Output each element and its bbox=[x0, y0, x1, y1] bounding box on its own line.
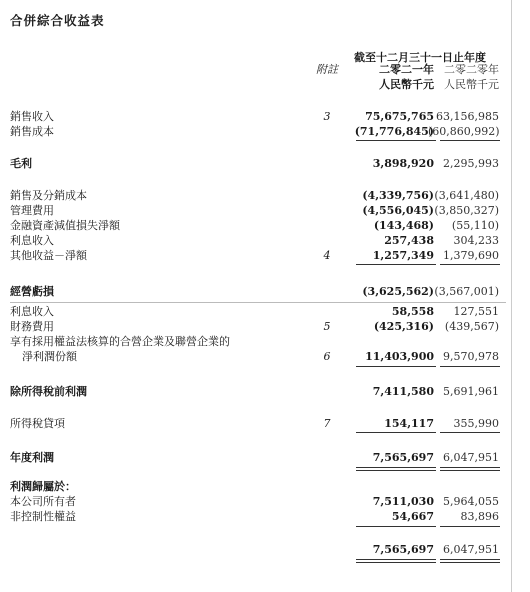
row-prior-value: 304,233 bbox=[453, 234, 499, 247]
current-year-header: 二零二一年 bbox=[379, 63, 434, 76]
current-unit-header: 人民幣千元 bbox=[379, 78, 434, 91]
row-note: 6 bbox=[323, 350, 331, 363]
subtotal-rule bbox=[356, 140, 436, 141]
row-label: 非控制性權益 bbox=[10, 510, 76, 523]
row-prior-value: 63,156,985 bbox=[436, 110, 499, 123]
row-current-value: (4,339,756) bbox=[362, 189, 434, 202]
page-edge-line bbox=[511, 0, 512, 592]
row-label: 經營虧損 bbox=[10, 285, 54, 298]
table-row bbox=[0, 451, 530, 465]
table-row bbox=[0, 234, 530, 248]
row-label: 享有採用權益法核算的合營企業及聯營企業的 bbox=[10, 335, 230, 348]
subtotal-rule bbox=[440, 366, 500, 367]
table-row bbox=[0, 219, 530, 233]
table-row bbox=[0, 320, 530, 334]
row-label: 利息收入 bbox=[10, 234, 54, 247]
table-row bbox=[0, 495, 530, 509]
row-label: 利息收入 bbox=[10, 305, 54, 318]
table-row bbox=[0, 125, 530, 139]
row-current-value: 1,257,349 bbox=[372, 249, 434, 262]
row-prior-value: 355,990 bbox=[453, 417, 499, 430]
table-row bbox=[0, 110, 530, 124]
table-row bbox=[0, 335, 530, 349]
row-prior-value: 9,570,978 bbox=[443, 350, 499, 363]
row-prior-value: 6,047,951 bbox=[443, 451, 499, 464]
row-note: 7 bbox=[323, 417, 331, 430]
row-current-value: 7,411,580 bbox=[372, 385, 434, 398]
row-label: 金融資產減值損失淨額 bbox=[10, 219, 120, 232]
subtotal-rule bbox=[356, 432, 436, 433]
subtotal-rule bbox=[440, 526, 500, 527]
row-label: 所得稅貸項 bbox=[10, 417, 65, 430]
row-current-value: (3,625,562) bbox=[362, 285, 434, 298]
row-label: 銷售成本 bbox=[10, 125, 54, 138]
row-current-value: 257,438 bbox=[384, 234, 434, 247]
row-current-value: 75,675,765 bbox=[365, 110, 434, 123]
row-prior-value: (439,567) bbox=[444, 320, 499, 333]
row-label: 淨利潤份額 bbox=[22, 350, 77, 363]
row-prior-value: 6,047,951 bbox=[443, 543, 499, 556]
table-row bbox=[0, 417, 530, 431]
row-current-value: (425,316) bbox=[373, 320, 434, 333]
table-row bbox=[0, 249, 530, 263]
row-note: 4 bbox=[323, 249, 331, 262]
note-column-header: 附註 bbox=[316, 63, 338, 76]
table-row bbox=[0, 305, 530, 319]
row-prior-value: (3,850,327) bbox=[434, 204, 499, 217]
prior-unit-header: 人民幣千元 bbox=[444, 78, 499, 91]
table-row bbox=[0, 480, 530, 494]
total-double-rule bbox=[440, 562, 500, 563]
subtotal-rule bbox=[440, 140, 500, 141]
row-label: 除所得稅前利潤 bbox=[10, 385, 87, 398]
table-row bbox=[0, 510, 530, 524]
row-prior-value: 127,551 bbox=[453, 305, 499, 318]
table-row bbox=[0, 189, 530, 203]
table-row bbox=[0, 204, 530, 218]
row-current-value: (4,556,045) bbox=[362, 204, 434, 217]
row-prior-value: 1,379,690 bbox=[443, 249, 499, 262]
subtotal-rule bbox=[440, 264, 500, 265]
subtotal-rule bbox=[356, 526, 436, 527]
row-note: 3 bbox=[323, 110, 331, 123]
row-current-value: 154,117 bbox=[384, 417, 434, 430]
table-row bbox=[0, 285, 530, 299]
subtotal-rule bbox=[356, 264, 436, 265]
row-current-value: 7,565,697 bbox=[372, 451, 434, 464]
total-double-rule bbox=[356, 470, 436, 471]
subtotal-rule bbox=[356, 366, 436, 367]
row-label: 銷售及分銷成本 bbox=[10, 189, 87, 202]
table-row bbox=[0, 350, 530, 364]
subtotal-rule bbox=[440, 432, 500, 433]
table-row bbox=[0, 157, 530, 171]
row-current-value: 3,898,920 bbox=[372, 157, 434, 170]
row-current-value: 11,403,900 bbox=[365, 350, 434, 363]
total-double-rule bbox=[356, 562, 436, 563]
row-prior-value: 5,964,055 bbox=[443, 495, 499, 508]
table-row bbox=[0, 543, 530, 557]
row-label: 財務費用 bbox=[10, 320, 54, 333]
total-double-rule bbox=[356, 467, 436, 468]
row-current-value: 54,667 bbox=[391, 510, 434, 523]
total-double-rule bbox=[440, 467, 500, 468]
statement-title: 合併綜合收益表 bbox=[10, 13, 105, 28]
row-prior-value: (60,860,992) bbox=[428, 125, 500, 138]
total-double-rule bbox=[356, 559, 436, 560]
row-label: 本公司所有者 bbox=[10, 495, 76, 508]
section-divider bbox=[10, 302, 506, 303]
row-note: 5 bbox=[323, 320, 331, 333]
row-label: 年度利潤 bbox=[10, 451, 54, 464]
row-prior-value: 5,691,961 bbox=[443, 385, 499, 398]
row-current-value: (71,776,845) bbox=[354, 125, 434, 138]
row-current-value: 7,565,697 bbox=[372, 543, 434, 556]
total-double-rule bbox=[440, 559, 500, 560]
row-prior-value: 83,896 bbox=[460, 510, 499, 523]
period-header: 截至十二月三十一日止年度 bbox=[354, 51, 486, 64]
prior-year-header: 二零二零年 bbox=[444, 63, 499, 76]
row-label: 毛利 bbox=[10, 157, 32, 170]
total-double-rule bbox=[440, 470, 500, 471]
row-current-value: (143,468) bbox=[373, 219, 434, 232]
row-prior-value: (3,567,001) bbox=[434, 285, 499, 298]
row-label: 利潤歸屬於： bbox=[10, 480, 76, 493]
row-label: 銷售收入 bbox=[10, 110, 54, 123]
row-label: 管理費用 bbox=[10, 204, 54, 217]
row-current-value: 58,558 bbox=[391, 305, 434, 318]
row-label: 其他收益－淨額 bbox=[10, 249, 87, 262]
row-current-value: 7,511,030 bbox=[372, 495, 434, 508]
table-row bbox=[0, 385, 530, 399]
row-prior-value: (3,641,480) bbox=[434, 189, 499, 202]
row-prior-value: (55,110) bbox=[451, 219, 499, 232]
row-prior-value: 2,295,993 bbox=[443, 157, 499, 170]
